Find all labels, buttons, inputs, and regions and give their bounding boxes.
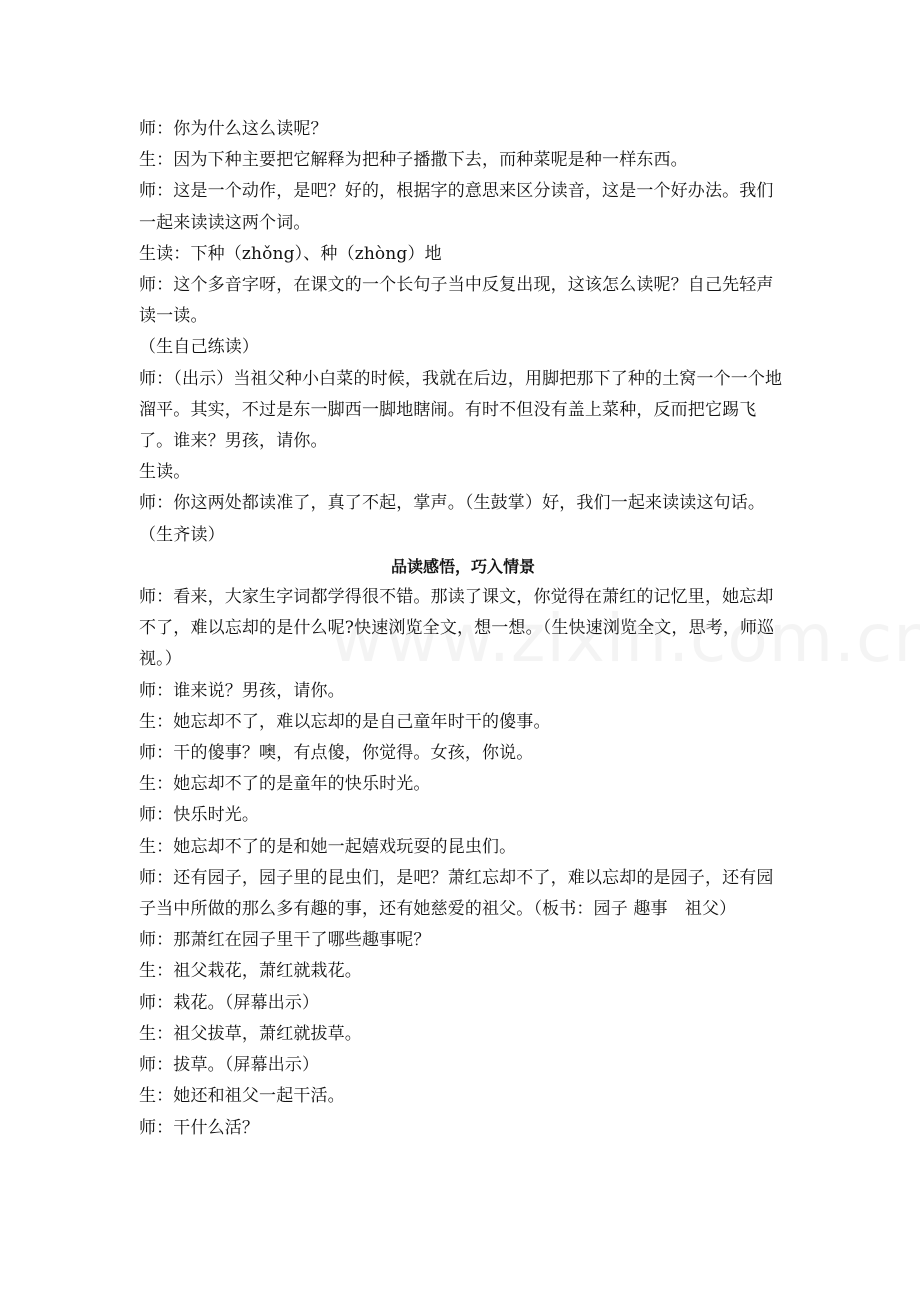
section-heading: 品读感悟，巧入情景 (390, 556, 535, 576)
paragraph: 师：你为什么这么读呢？ (139, 119, 328, 139)
paragraph: 生：她忘却不了的是和她一起嬉戏玩耍的昆虫们。 (139, 836, 517, 857)
paragraph: 师：快乐时光。 (139, 805, 260, 826)
paragraph: 生读：下种（zhǒng）、种（zhòng）地 (139, 243, 442, 264)
paragraph: 生：她忘却不了，难以忘却的是自己童年时干的傻事。 (139, 711, 551, 732)
paragraph: 师：（出示）当祖父种小白菜的时候，我就在后边，用脚把那下了种的土窝一个一个地溜平。其实，不过是东一脚西一脚地瞎闹。有时不但没有盖上菜种，反而把它踢飞了。谁来？男孩，请你。 (139, 368, 783, 452)
paragraph: 师：干什么活？ (139, 1117, 260, 1138)
paragraph: 生：她还和祖父一起干活。 (139, 1086, 345, 1107)
paragraph: 师：那萧红在园子里干了哪些趣事呢？ (139, 930, 431, 951)
paragraph: 师：谁来说？男孩，请你。 (139, 680, 345, 701)
paragraph: 生：因为下种主要把它解释为把种子播撒下去，而种菜呢是种一样东西。 (139, 150, 688, 171)
paragraph: 生：祖父栽花，萧红就栽花。 (139, 961, 362, 982)
paragraph: 师：还有园子，园子里的昆虫们，是吧？萧红忘却不了，难以忘却的是园子，还有园子当中所做的那么多有趣的事，还有她慈爱的祖父。（板书：园子 趣事 祖父） (139, 867, 774, 920)
paragraph: 师：你这两处都读准了，真了不起，掌声。（生鼓掌）好，我们一起来读读这句话。（生齐读） (139, 493, 766, 545)
paragraph: 师：这是一个动作，是吧？好的，根据字的意思来区分读音，这是一个好办法。我们一起来读读这两个词。 (139, 181, 774, 233)
paragraph: （生自己练读） (139, 337, 260, 358)
paragraph: 生：她忘却不了的是童年的快乐时光。 (139, 774, 431, 795)
document-body (139, 114, 787, 1144)
paragraph: 生读。 (139, 462, 191, 483)
paragraph: 生：祖父拔草，萧红就拔草。 (139, 1023, 362, 1044)
paragraph: 师：看来，大家生字词都学得很不错。那读了课文，你觉得在萧红的记忆里，她忘却不了，难以忘却的是什么呢?快速浏览全文，想一想。（生快速浏览全文，思考，师巡视。） (139, 587, 775, 670)
paragraph: 师：拔草。（屏幕出示） (139, 1055, 320, 1076)
paragraph: 师：干的傻事？噢，有点傻，你觉得。女孩，你说。 (139, 743, 534, 764)
paragraph: 师：这个多音字呀，在课文的一个长句子当中反复出现，这该怎么读呢？自己先轻声读一读。 (139, 275, 774, 327)
paragraph: 师：栽花。（屏幕出示） (139, 992, 320, 1013)
